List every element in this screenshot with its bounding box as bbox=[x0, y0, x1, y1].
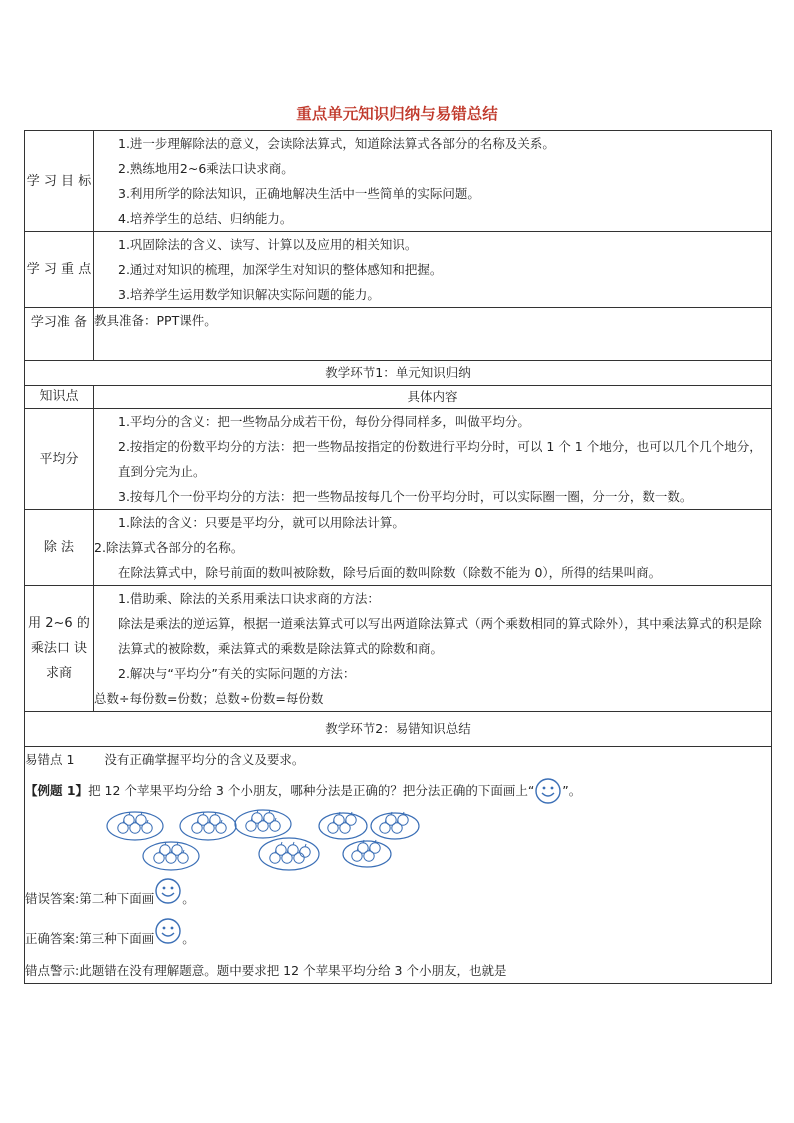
smiley-face-icon bbox=[154, 877, 182, 905]
key-points-content bbox=[94, 232, 772, 308]
example-suffix: ”。 bbox=[562, 783, 582, 798]
example-text: 把 12 个苹果平均分给 3 个小朋友，哪种分法是正确的？把分法正确的下面画上“ bbox=[88, 783, 535, 798]
right-answer bbox=[25, 918, 771, 958]
apple-plate-icon bbox=[180, 812, 236, 840]
smiley-face-icon bbox=[534, 777, 562, 805]
apple-plate-icon bbox=[371, 812, 419, 839]
errors-content bbox=[25, 747, 772, 984]
avg-line: 3.按每几个一份平均分的方法：把一些物品按每几个一份平均分时，可以实际圈一圈，分一分，数一数。 bbox=[118, 489, 693, 504]
apple-plate-icon bbox=[107, 812, 163, 840]
division-line: 2.除法算式各部分的名称。 bbox=[94, 540, 244, 555]
section1-heading: 教学环节1：单元知识归纳 bbox=[25, 361, 772, 386]
prep-label: 学习准 备 bbox=[25, 308, 94, 361]
division-content bbox=[94, 510, 772, 586]
prep-content bbox=[94, 308, 772, 361]
error-warning: 错点警示:此题错在没有理解题意。题中要求把 12 个苹果平均分给 3 个小朋友，也就是 bbox=[25, 963, 507, 978]
example-prefix: 【例题 1】 bbox=[25, 783, 89, 798]
apple-plate-icon bbox=[319, 812, 367, 839]
apple-plate-icon bbox=[343, 840, 391, 867]
example-1 bbox=[25, 776, 771, 806]
key-point-item: 2.通过对知识的梳理，加深学生对知识的整体感知和把握。 bbox=[118, 262, 443, 277]
quotient-label: 用 2~6 的 乘法口 诀求商 bbox=[25, 586, 94, 712]
apple-plate-icon bbox=[235, 810, 291, 838]
goal-item: 2.熟练地用2~6乘法口诀求商。 bbox=[118, 161, 294, 176]
goal-item: 1.进一步理解除法的意义，会读除法算式，知道除法算式各部分的名称及关系。 bbox=[118, 136, 555, 151]
division-label: 除 法 bbox=[25, 510, 94, 586]
key-points-label: 学 习 重 点 bbox=[25, 232, 94, 308]
error-point-text: 没有正确掌握平均分的含义及要求。 bbox=[104, 752, 305, 767]
right-answer-text: 正确答案:第三种下面画 bbox=[25, 931, 155, 946]
col-header-knowledge: 知识点 bbox=[25, 386, 94, 409]
smiley-face-icon bbox=[154, 917, 182, 945]
wrong-answer bbox=[25, 878, 771, 918]
apple-plate-icon bbox=[259, 838, 319, 870]
apple-plate-icon bbox=[143, 842, 199, 870]
quotient-content bbox=[94, 586, 772, 712]
header-row bbox=[25, 386, 772, 409]
error-point bbox=[25, 747, 771, 772]
page-title: 重点单元知识归纳与易错总结 bbox=[296, 104, 498, 123]
division-line: 1.除法的含义：只要是平均分，就可以用除法计算。 bbox=[118, 515, 405, 530]
avg-row bbox=[25, 409, 772, 510]
goal-item: 4.培养学生的总结、归纳能力。 bbox=[118, 211, 293, 226]
prep-text: 教具准备：PPT课件。 bbox=[94, 313, 217, 328]
section2-heading: 教学环节2：易错知识总结 bbox=[25, 712, 772, 747]
apple-groups bbox=[25, 808, 771, 878]
section2-row bbox=[25, 712, 772, 747]
avg-line: 1.平均分的含义：把一些物品分成若干份，每份分得同样多，叫做平均分。 bbox=[118, 414, 530, 429]
key-points-row bbox=[25, 232, 772, 308]
wrong-answer-suffix: 。 bbox=[182, 891, 195, 906]
goals-row bbox=[25, 131, 772, 232]
quotient-line: 1.借助乘、除法的关系用乘法口诀求商的方法： bbox=[118, 591, 380, 606]
wrong-answer-text: 错误答案:第二种下面画 bbox=[25, 891, 155, 906]
goal-item: 3.利用所学的除法知识，正确地解决生活中一些简单的实际问题。 bbox=[118, 186, 480, 201]
right-answer-suffix: 。 bbox=[182, 931, 195, 946]
avg-line: 2.按指定的份数平均分的方法：把一些物品按指定的份数进行平均分时，可以 1 个 1 个地分，也可以几个几个地分，直到分完为止。 bbox=[118, 439, 762, 479]
goals-content bbox=[94, 131, 772, 232]
key-point-item: 1.巩固除法的含义、读写、计算以及应用的相关知识。 bbox=[118, 237, 418, 252]
avg-content bbox=[94, 409, 772, 510]
quotient-line: 除法是乘法的逆运算，根据一道乘法算式可以写出两道除法算式（两个乘数相同的算式除外），其中乘法算式的积是除法算式的被除数，乘法算式的乘数是除法算式的除数和商。 bbox=[118, 616, 762, 656]
error-point-label: 易错点 1 bbox=[25, 752, 75, 767]
division-row bbox=[25, 510, 772, 586]
quotient-line: 总数÷每份数=份数；总数÷份数=每份数 bbox=[94, 691, 324, 706]
prep-row bbox=[25, 308, 772, 361]
division-line: 在除法算式中，除号前面的数叫被除数，除号后面的数叫除数（除数不能为 0），所得的结果叫商。 bbox=[118, 565, 662, 580]
section1-row bbox=[25, 361, 772, 386]
goals-label: 学 习 目 标 bbox=[25, 131, 94, 232]
errors-row bbox=[25, 747, 772, 984]
avg-label: 平均分 bbox=[25, 409, 94, 510]
apple-plates-illustration bbox=[25, 808, 445, 876]
key-point-item: 3.培养学生运用数学知识解决实际问题的能力。 bbox=[118, 287, 380, 302]
quotient-row bbox=[25, 586, 772, 712]
quotient-line: 2.解决与“平均分”有关的实际问题的方法： bbox=[118, 666, 356, 681]
col-header-content: 具体内容 bbox=[94, 386, 772, 409]
lesson-table bbox=[24, 130, 772, 984]
